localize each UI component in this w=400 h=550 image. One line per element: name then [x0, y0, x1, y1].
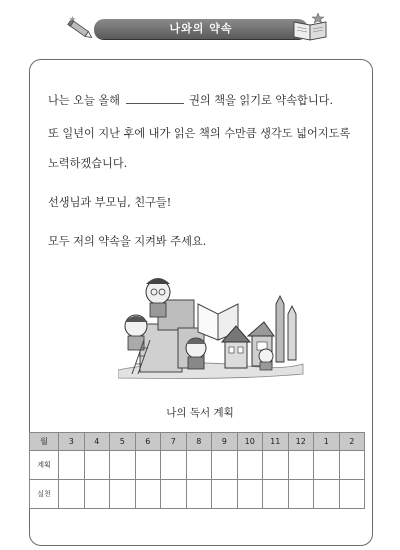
book-icon [292, 12, 328, 42]
plan-cell[interactable] [186, 451, 212, 480]
plan-cell[interactable] [84, 451, 110, 480]
month-cell: 10 [237, 433, 263, 451]
reading-plan-title: 나의 독서 계획 [166, 407, 234, 419]
plan-cell[interactable] [110, 451, 136, 480]
month-header: 월 [30, 433, 59, 451]
month-cell: 1 [314, 433, 340, 451]
practice-cell[interactable] [339, 480, 365, 509]
plan-cell[interactable] [161, 451, 187, 480]
plan-cell[interactable] [237, 451, 263, 480]
promise-line-5: 모두 저의 약속을 지켜봐 주세요. [48, 235, 207, 248]
month-cell: 9 [212, 433, 238, 451]
month-cell: 6 [135, 433, 161, 451]
practice-cell[interactable] [237, 480, 263, 509]
plan-cell[interactable] [314, 451, 340, 480]
practice-cell[interactable] [186, 480, 212, 509]
practice-cell[interactable] [212, 480, 238, 509]
practice-cell[interactable] [110, 480, 136, 509]
practice-cell[interactable] [161, 480, 187, 509]
plan-cell[interactable] [59, 451, 85, 480]
month-cell: 11 [263, 433, 289, 451]
practice-cell[interactable] [84, 480, 110, 509]
practice-cell[interactable] [135, 480, 161, 509]
promise-line-1-before: 나는 오늘 올해 [48, 94, 120, 107]
plan-cell[interactable] [212, 451, 238, 480]
plan-cell[interactable] [263, 451, 289, 480]
header-banner [80, 16, 322, 42]
page-title: 나와의 약속 [169, 22, 233, 35]
month-cell: 2 [339, 433, 365, 451]
row-label-practice: 실천 [30, 480, 59, 509]
promise-line-1 [48, 92, 333, 108]
practice-cell[interactable] [288, 480, 314, 509]
practice-cell[interactable] [263, 480, 289, 509]
promise-line-2: 또 일년이 지난 후에 내가 읽은 책의 수만큼 생각도 넓어지도록 [48, 127, 351, 140]
book-count-blank[interactable] [126, 93, 184, 104]
table-row [30, 480, 365, 509]
reading-plan-table [29, 432, 365, 509]
practice-cell[interactable] [59, 480, 85, 509]
promise-line-1-after: 권의 책을 읽기로 약속합니다. [189, 94, 334, 107]
table-header-row [30, 433, 365, 451]
month-cell: 4 [84, 433, 110, 451]
promise-line-3: 노력하겠습니다. [48, 157, 128, 170]
month-cell: 8 [186, 433, 212, 451]
plan-cell[interactable] [339, 451, 365, 480]
plan-cell[interactable] [135, 451, 161, 480]
row-label-plan: 계획 [30, 451, 59, 480]
practice-cell[interactable] [314, 480, 340, 509]
month-cell: 3 [59, 433, 85, 451]
month-cell: 5 [110, 433, 136, 451]
plan-cell[interactable] [288, 451, 314, 480]
promise-line-4: 선생님과 부모님, 친구들! [48, 196, 172, 209]
pencil-icon [66, 16, 96, 44]
reading-children-illustration [118, 270, 308, 388]
month-cell: 12 [288, 433, 314, 451]
month-cell: 7 [161, 433, 187, 451]
table-row [30, 451, 365, 480]
